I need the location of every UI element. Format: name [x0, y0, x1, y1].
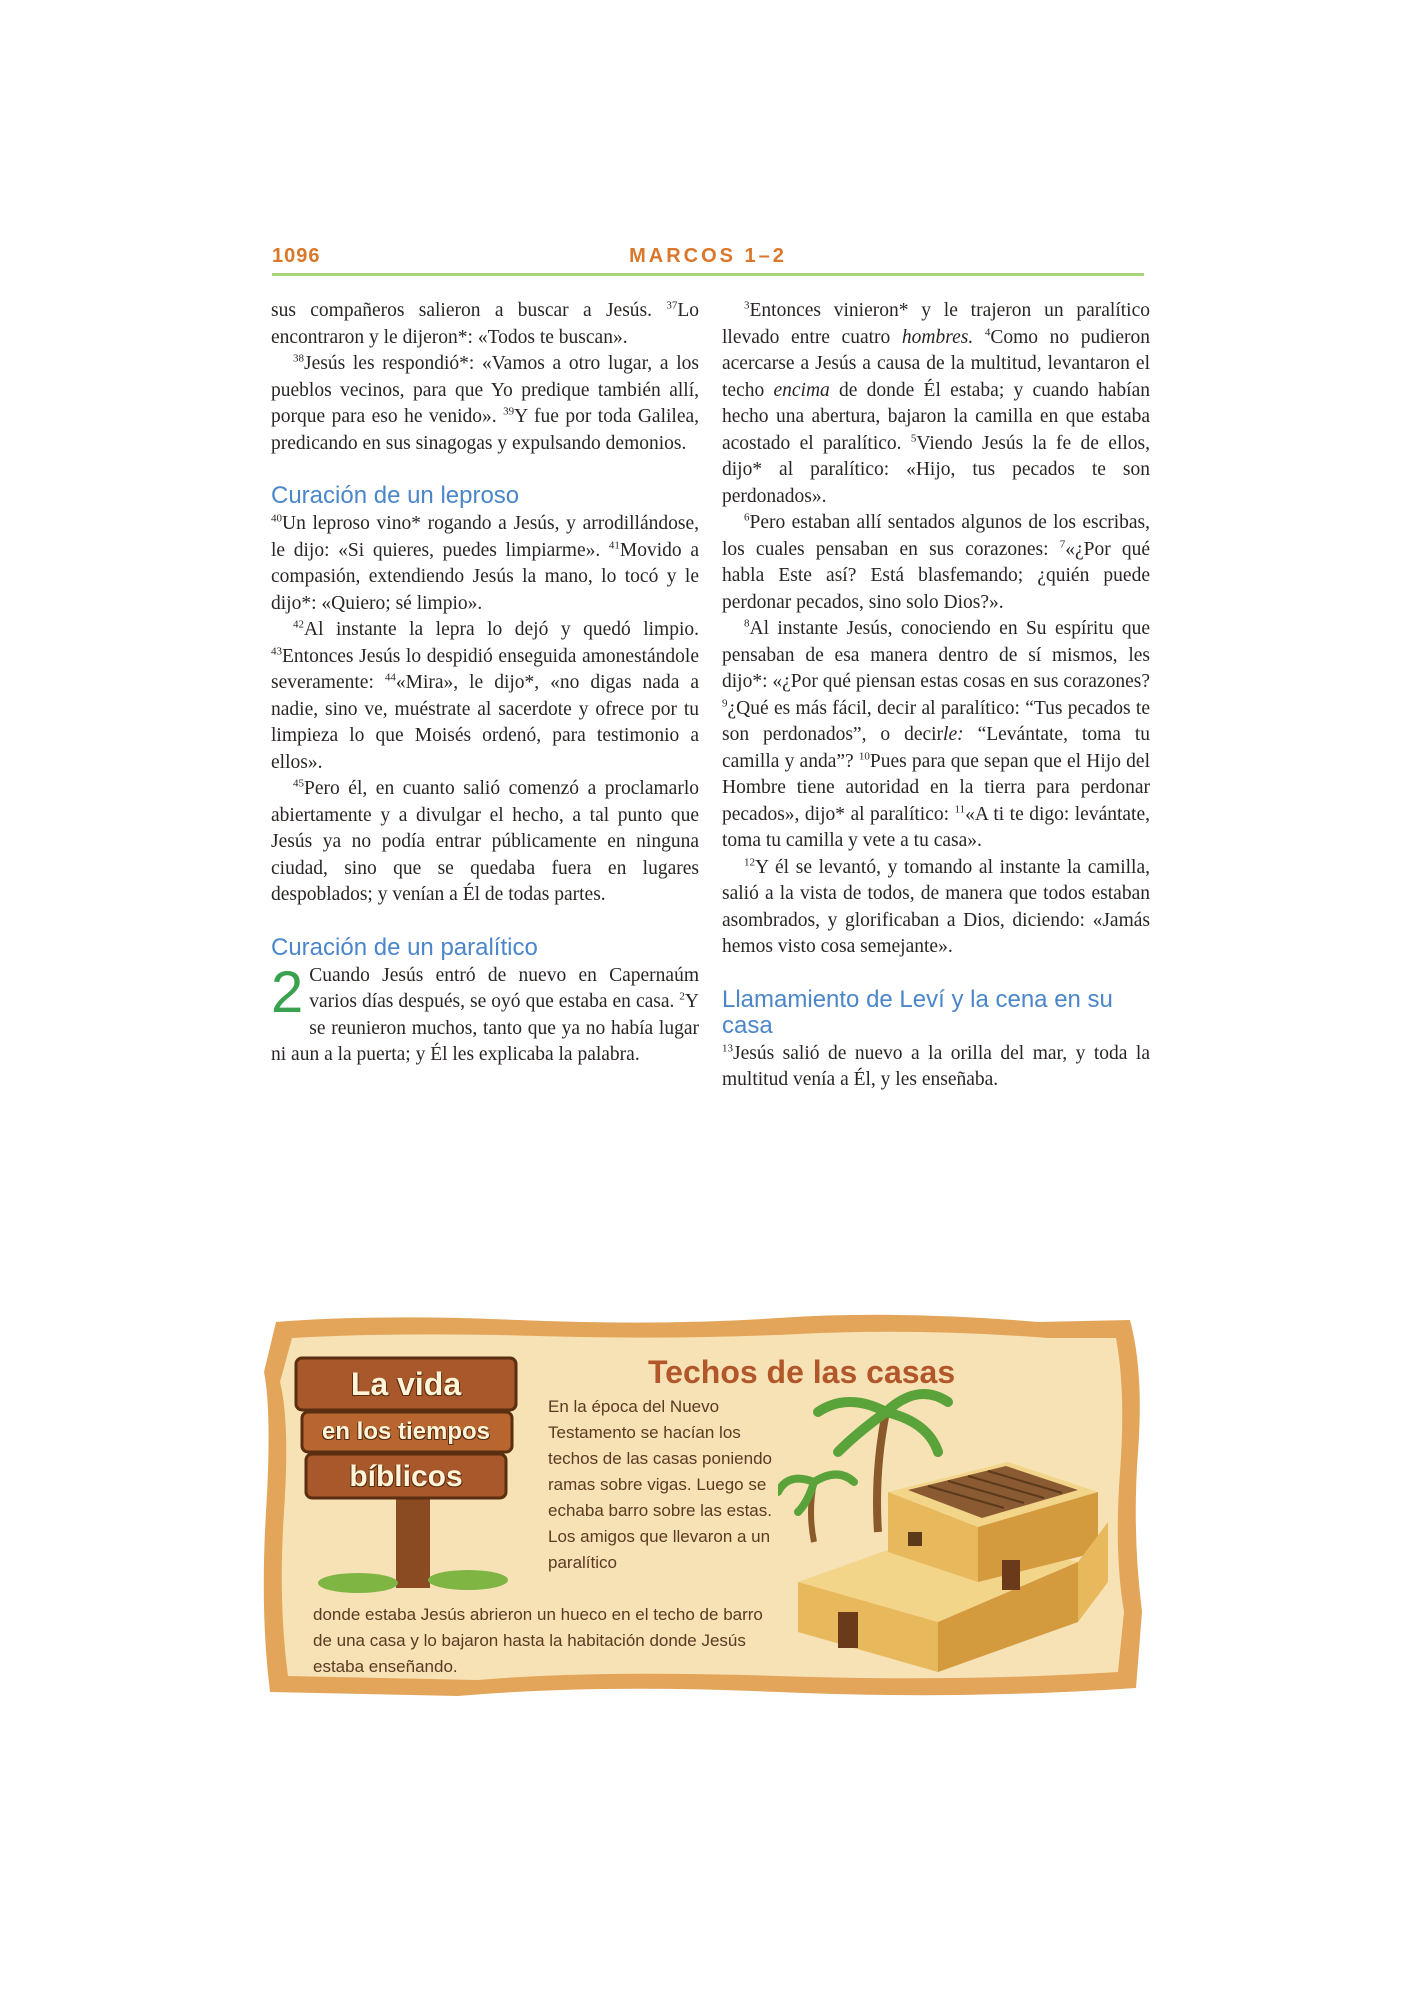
box-text-continued: donde estaba Jesús abrieron un hueco en el techo de barro de una casa y lo bajaron hasta la habitación donde Jesús estaba enseñando. — [313, 1605, 763, 1676]
paragraph: $^{40}$Un leproso vino* rogando a Jesús, y arrodillándose, le dijo: «Si quieres, puedes limpiarme». $^{41}$Movido a compasión, extendiendo Jesús la mano, lo tocó y le dijo*: «Quiero; sé limpio». — [271, 512, 699, 614]
paragraph: $^8$Al instante Jesús, conociendo en Su espíritu que pensaban de esa manera dentro de sí mismos, les dijo*: «¿Por qué piensan estas cosas en sus corazones? $^9$¿Qué es más fácil, decir al paralítico: “Tus pecados te son perdonados”, o decirle: “Levántate, toma tu camilla y anda”? $^{10}$Pues para que sepan que el Hijo del Hombre tiene autoridad en la tierra para perdonar pecados», dijo* al paralítico: $^{11}$«A ti te digo: levántate, toma tu camilla y vete a tu casa». — [722, 617, 1151, 851]
paragraph: $^6$Pero estaban allí sentados algunos de los escribas, los cuales pensaban en sus corazones: $^7$«¿Por qué habla Este así? Está blasfemando; ¿quién puede perdonar pecados, sino solo Dios?». — [722, 511, 1151, 613]
running-title: MARCOS 1–2 — [629, 245, 787, 267]
paragraph: $^{13}$Jesús salió de nuevo a la orilla del mar, y toda la multitud venía a Él, y les enseñaba. — [722, 1042, 1150, 1090]
life-in-bible-times-sign — [288, 1348, 528, 1598]
section-heading: Curación de un leproso — [271, 482, 520, 509]
chapter-number: 2 — [271, 959, 304, 1025]
sign-line-2: en los tiempos — [321, 1418, 491, 1445]
section-heading: Curación de un paralítico — [271, 933, 538, 961]
box-text: En la época del Nuevo Testamento se hacían los techos de las casas poniendo ramas sobre vigas. Luego se echaba barro sobre las estas. Los amigos que llevaron a un paralítico — [548, 1397, 772, 1572]
paragraph: $^{38}$Jesús les respondió*: «Vamos a otro lugar, a los pueblos vecinos, para que Yo predique también allí, porque para eso he venido». $^{39}$Y fue por toda Galilea, predicando en sus sinagogas y expulsando demonios. — [271, 352, 700, 454]
paragraph: $^{42}$Al instante la lepra lo dejó y quedó limpio. $^{43}$Entonces Jesús lo despidió enseguida amonestándole severamente: $^{44}$«Mira», le dijo*, «no digas nada a nadie, sino ve, muéstrate al sacerdote y ofrece por tu limpieza lo que Moisés ordenó, para testimonio a ellos». — [271, 618, 699, 773]
paragraph: $^{45}$Pero él, en cuanto salió comenzó a proclamarlo abiertamente y a divulgar el hecho, a tal punto que Jesús ya no podía entrar públicamente en ninguna ciudad, sino que se quedaba fuera en lugares despoblados; y venían a Él de todas partes. — [271, 777, 699, 905]
left-column — [271, 298, 699, 1069]
right-column — [722, 298, 1150, 1094]
house-illustration — [778, 1382, 1118, 1672]
paragraph: $^{12}$Y él se levantó, y tomando al instante la camilla, salió a la vista de todos, de manera que todos estaban asombrados, y glorificaban a Dios, diciendo: «Jamás hemos visto cosa semejante». — [722, 856, 1150, 957]
section-heading: Llamamiento de Leví y la cena en su casa — [722, 985, 1113, 1039]
paragraph: sus compañeros salieron a buscar a Jesús. $^{37}$Lo encontraron y le dijeron*: «Todos te buscan». — [271, 299, 700, 348]
sign-line-3: bíblicos — [349, 1460, 463, 1493]
info-box — [258, 1312, 1146, 1700]
paragraph: $^3$Entonces vinieron* y le trajeron un paralítico llevado entre cuatro hombres. $^4$Como no pudieron acercarse a Jesús a causa de la multitud, levantaron el techo encima de donde Él estaba; y cuando habían hecho una abertura, bajaron la camilla en que estaba acostado el paralítico. $^5$Viendo Jesús la fe de ellos, dijo* al paralítico: «Hijo, tus pecados te son perdonados». — [722, 299, 1151, 507]
page-number: 1096 — [272, 245, 321, 267]
sign-line-1: La vida — [350, 1366, 462, 1402]
header-rule — [272, 273, 1144, 276]
box-title: Techos de las casas — [648, 1354, 956, 1390]
paragraph: 2 Cuando Jesús entró de nuevo en Capernaúm varios días después, se oyó que estaba en casa. $^2$Y se reunieron muchos, tanto que ya no había lugar ni aun a la puerta; y Él les explicaba la palabra. — [271, 959, 699, 1065]
